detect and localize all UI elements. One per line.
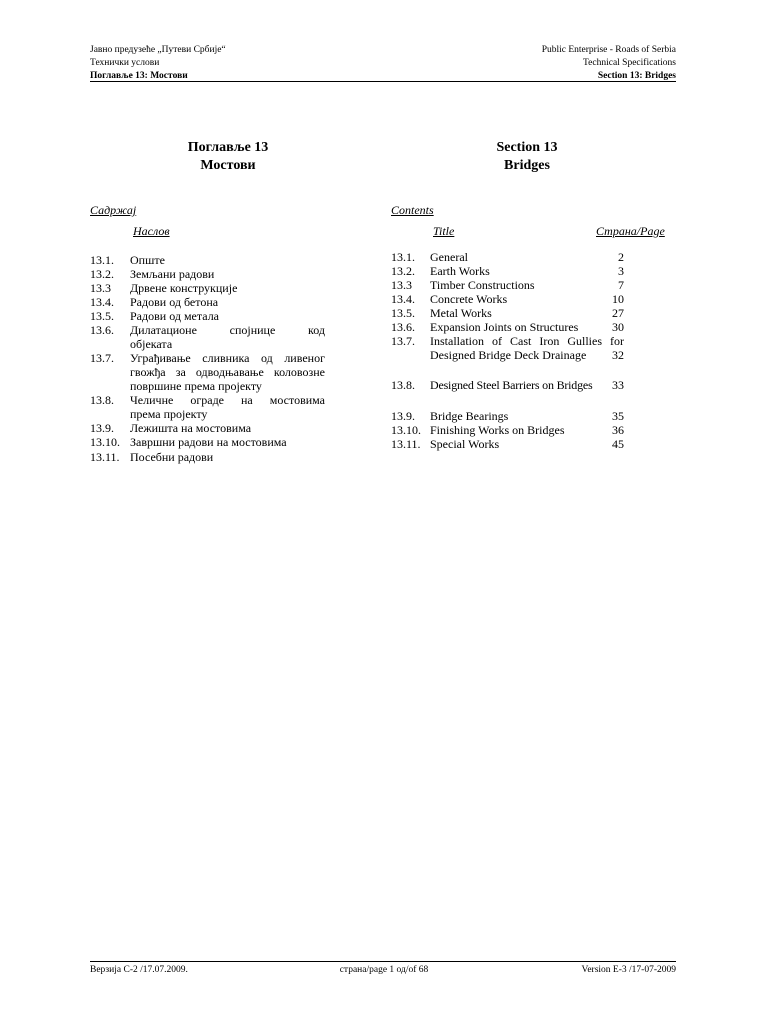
- toc-en-page: 33: [612, 378, 624, 392]
- toc-en-title: Special Works: [430, 437, 500, 451]
- section-title-en: [427, 139, 627, 175]
- toc-en-number: 13.8.: [391, 378, 415, 392]
- toc-sr-number: 13.1.: [90, 253, 114, 267]
- toc-en-page: 10: [612, 292, 624, 306]
- toc-sr-title: Завршни радови на мостовима: [130, 435, 287, 449]
- toc-en-title: Earth Works: [430, 264, 490, 278]
- toc-en-number: 13.6.: [391, 320, 415, 334]
- toc-en-page: 30: [612, 320, 624, 334]
- toc-en-title: Expansion Joints on Structures: [430, 320, 579, 334]
- toc-sr-title: Опште: [130, 253, 165, 267]
- toc-en-title-cont: Designed Bridge Deck Drainage: [430, 348, 587, 362]
- toc-en-page: 7: [618, 278, 624, 292]
- toc-en-number: 13.3: [391, 278, 412, 292]
- header-section-en: Section 13: Bridges: [597, 71, 676, 81]
- header-section-sr: Поглавље 13: Мостови: [90, 71, 188, 81]
- title-column-en: Title: [433, 224, 455, 238]
- toc-en-page: 35: [612, 409, 624, 423]
- toc-en-title: General: [430, 250, 468, 264]
- toc-sr-number: 13.4.: [90, 295, 114, 309]
- section-title-en-line2: Bridges: [504, 158, 550, 173]
- title-column-sr: Наслов: [133, 224, 170, 238]
- toc-en-number: 13.4.: [391, 292, 415, 306]
- toc-sr-item[interactable]: [90, 393, 325, 421]
- toc-sr-title-cont: гвожђа за одводњавање коловозне: [130, 365, 325, 379]
- toc-sr-title: Уграђивање сливника од ливеног: [130, 351, 325, 365]
- toc-en-title: Finishing Works on Bridges: [430, 423, 565, 437]
- toc-sr-number: 13.5.: [90, 309, 114, 323]
- toc-sr-title-cont: објеката: [130, 337, 173, 351]
- toc-en-title: Concrete Works: [430, 292, 508, 306]
- toc-sr-number: 13.6.: [90, 323, 114, 337]
- toc-en-number: 13.11.: [391, 437, 421, 451]
- section-title-sr: [128, 139, 328, 175]
- toc-en-page: 2: [618, 250, 624, 264]
- page-column-header: Страна/Page: [596, 224, 665, 238]
- toc-sr-number: 13.9.: [90, 421, 114, 435]
- toc-en-title: Bridge Bearings: [430, 409, 509, 423]
- toc-sr-title: Земљани радови: [130, 267, 215, 281]
- toc-sr-title: Дилатационе спојнице код: [130, 323, 325, 337]
- header-divider: [90, 81, 676, 82]
- toc-sr-number: 13.7.: [90, 351, 114, 365]
- contents-label-en: Contents: [391, 203, 434, 217]
- toc-en-page: 27: [612, 306, 624, 320]
- toc-sr-item[interactable]: [90, 351, 325, 393]
- toc-en-page: 45: [612, 437, 624, 451]
- footer-version-sr: Верзија С-2 /17.07.2009.: [90, 965, 188, 975]
- toc-en-number: 13.5.: [391, 306, 415, 320]
- toc-sr-title: Радови од бетона: [130, 295, 219, 309]
- toc-en-page: 36: [612, 423, 624, 437]
- toc-sr-title: Челичне ограде на мостовима: [130, 393, 325, 407]
- toc-en-number: 13.9.: [391, 409, 415, 423]
- footer-version-en: Version E-3 /17-07-2009: [581, 965, 676, 975]
- toc-en-number: 13.2.: [391, 264, 415, 278]
- toc-sr-number: 13.2.: [90, 267, 114, 281]
- toc-sr-number: 13.8.: [90, 393, 114, 407]
- header-doc-sr: Технички услови: [90, 58, 160, 68]
- header-doc-en: Technical Specifications: [583, 58, 676, 68]
- footer-page-number: страна/page 1 од/of 68: [339, 965, 429, 975]
- section-title-sr-line1: Поглавље 13: [187, 140, 269, 155]
- toc-en-title: Metal Works: [430, 306, 492, 320]
- contents-label-sr: Садржај: [90, 203, 137, 217]
- footer-divider: [90, 961, 676, 962]
- toc-sr-title-cont: према пројекту: [130, 407, 208, 421]
- toc-sr-title-cont: површине према пројекту: [130, 379, 262, 393]
- toc-sr-title: Посебни радови: [130, 450, 214, 464]
- header-org-en: Public Enterprise - Roads of Serbia: [541, 45, 676, 55]
- toc-sr-title: Радови од метала: [130, 309, 220, 323]
- section-title-en-line1: Section 13: [496, 140, 558, 155]
- toc-sr-number: 13.3: [90, 281, 111, 295]
- toc-en-number: 13.7.: [391, 334, 415, 348]
- toc-en-page: 32: [612, 348, 624, 362]
- toc-en-title: Timber Constructions: [430, 278, 535, 292]
- toc-sr-item[interactable]: [90, 323, 325, 351]
- toc-sr-title: Дрвене конструкције: [130, 281, 238, 295]
- toc-en-title: Installation of Cast Iron Gullies for: [430, 334, 624, 348]
- toc-sr-number: 13.11.: [90, 450, 120, 464]
- header-right: [542, 44, 676, 83]
- toc-en-page: 3: [618, 264, 624, 278]
- toc-en-item[interactable]: [391, 334, 624, 362]
- header-org-sr: Јавно предузеће „Путеви Србије“: [90, 45, 226, 55]
- toc-sr-title: Лежишта на мостовима: [130, 421, 252, 435]
- toc-en-number: 13.1.: [391, 250, 415, 264]
- toc-sr-number: 13.10.: [90, 435, 120, 449]
- toc-en-number: 13.10.: [391, 423, 421, 437]
- section-title-sr-line2: Мостови: [200, 158, 256, 173]
- toc-en-title: Designed Steel Barriers on Bridges: [430, 378, 593, 392]
- header-left: [90, 44, 226, 83]
